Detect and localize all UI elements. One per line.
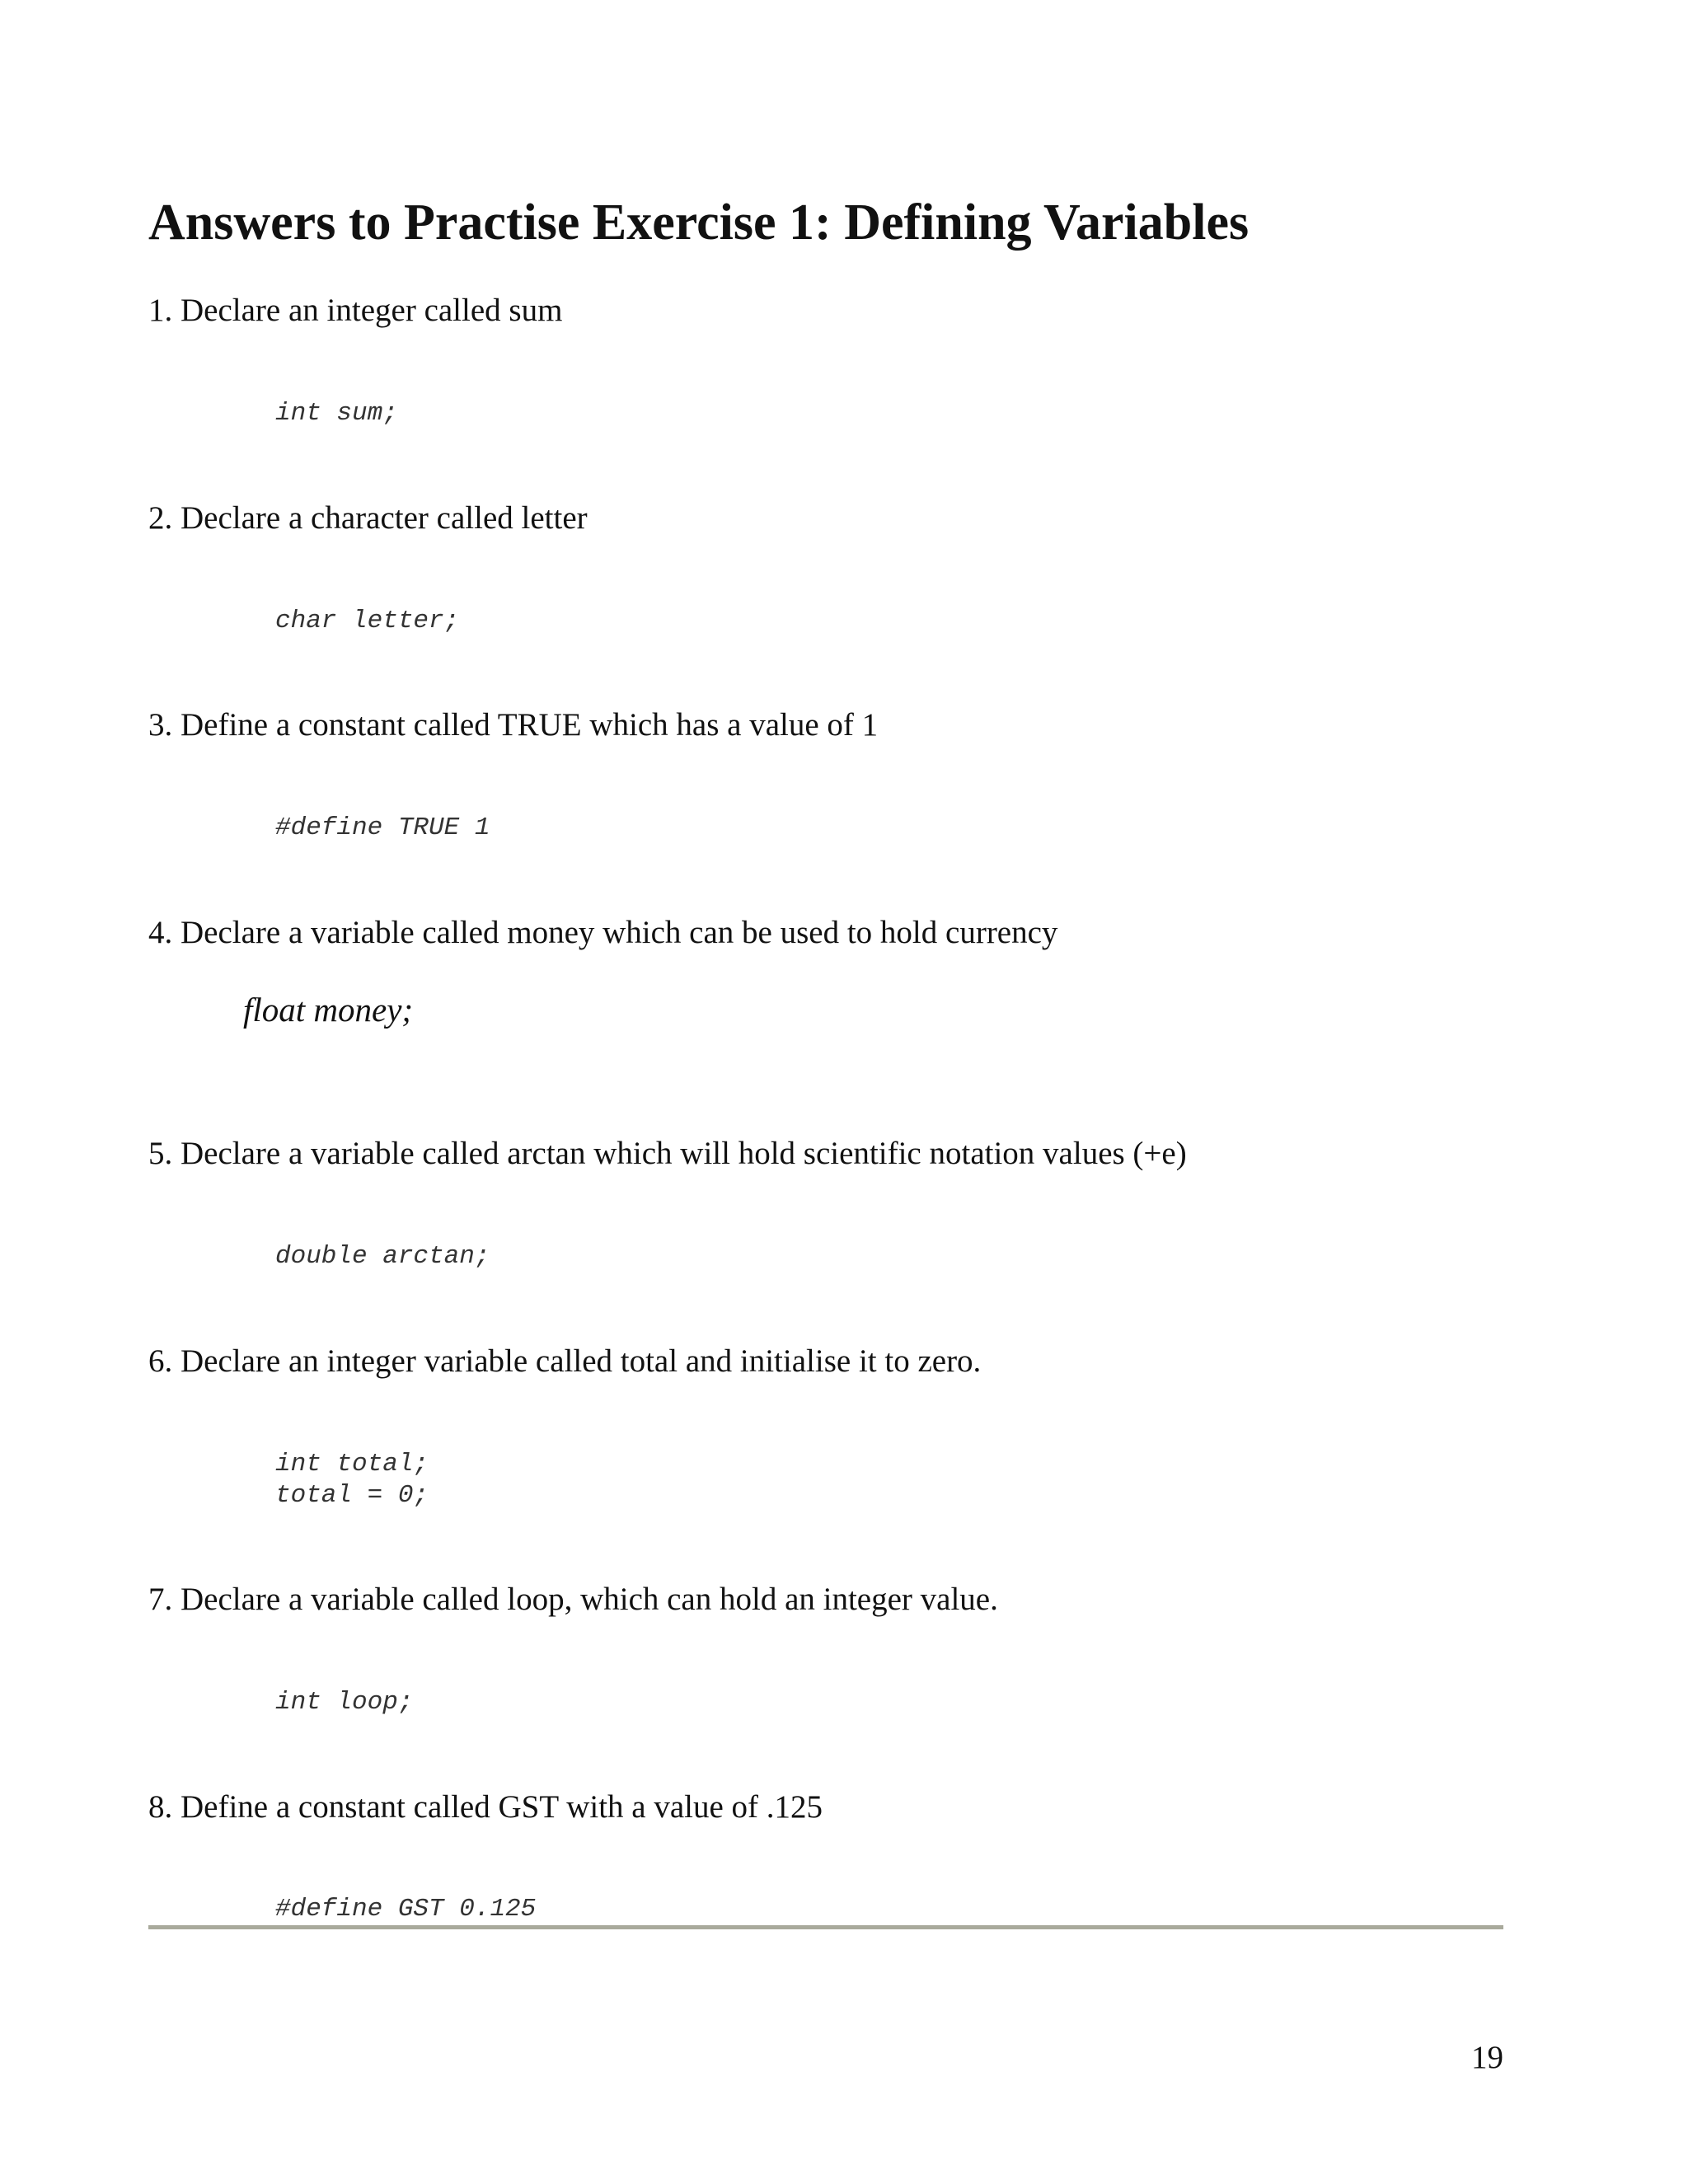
question-6: 6. Declare an integer variable called total and initialise it to zero. [148, 1343, 982, 1379]
question-5: 5. Declare a variable called arctan which will hold scientific notation values (+e) [148, 1136, 1187, 1171]
page-number: 19 [1471, 2040, 1503, 2075]
answer-code-3: #define TRUE 1 [275, 813, 490, 842]
answer-code-6: int total; total = 0; [275, 1450, 429, 1510]
answer-code-7: int loop; [275, 1688, 414, 1717]
answer-code-8: #define GST 0.125 [275, 1895, 537, 1924]
question-2: 2. Declare a character called letter [148, 500, 588, 536]
page-title: Answers to Practise Exercise 1: Defining Variables [148, 194, 1250, 251]
answer-code-1: int sum; [275, 399, 398, 428]
question-3: 3. Define a constant called TRUE which has a value of 1 [148, 707, 879, 743]
answer-code-4: float money; [243, 991, 414, 1029]
question-7: 7. Declare a variable called loop, which can hold an integer value. [148, 1582, 998, 1617]
answer-code-5: double arctan; [275, 1242, 490, 1271]
question-8: 8. Define a constant called GST with a value of .125 [148, 1789, 823, 1825]
question-4: 4. Declare a variable called money which can be used to hold currency [148, 915, 1058, 950]
answer-code-2: char letter; [275, 607, 460, 635]
footer-divider [148, 1925, 1503, 1929]
question-1: 1. Declare an integer called sum [148, 293, 563, 328]
